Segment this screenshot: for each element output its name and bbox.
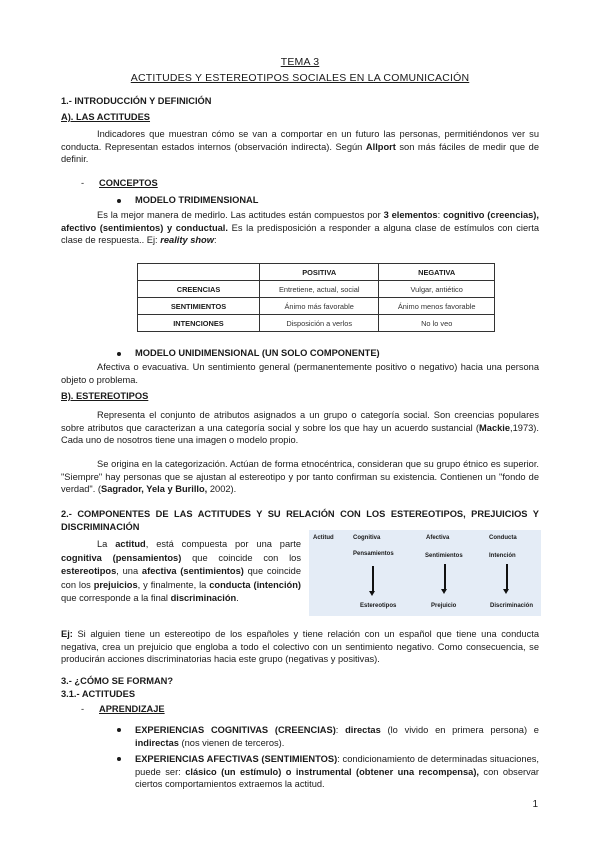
table-row-label: CREENCIAS bbox=[138, 281, 260, 298]
tema-title: TEMA 3 bbox=[280, 56, 320, 68]
bullet-experiencias-afectivas bbox=[117, 753, 539, 791]
diagram-estereotipos-label: Estereotipos bbox=[360, 603, 397, 609]
categorizacion-paragraph: Se origina en la categorización. Actúan de forma etnocéntrica, consideran que su grupo étnico es superior. "Siempre" hay personas que se ajustan al estereotipo y por tanto confirman su existencia. Contienen un "fondo de verdad". (Sagrador, Yela y Burillo, 2002). bbox=[61, 459, 539, 495]
section-2-heading: 2.- COMPONENTES DE LAS ACTITUDES Y SU RELACIÓN CON LOS ESTEREOTIPOS, PREJUICIOS Y DISCRIMINACIÓN bbox=[61, 509, 539, 532]
dash-marker: - bbox=[81, 704, 85, 714]
section-3-heading: 3.- ¿CÓMO SE FORMAN? bbox=[61, 676, 174, 686]
diagram-prejuicio-label: Prejuicio bbox=[431, 603, 457, 609]
diagram-pensamientos-label: Pensamientos bbox=[353, 551, 394, 557]
table-row bbox=[138, 315, 495, 332]
bullet-dot-icon bbox=[117, 352, 121, 356]
table-cell: Ánimo más favorable bbox=[260, 298, 379, 315]
table-cell: Entretiene, actual, social bbox=[260, 281, 379, 298]
dash-marker: - bbox=[81, 178, 85, 188]
section-a-heading: A). LAS ACTITUDES bbox=[61, 112, 151, 122]
table-row-label: SENTIMIENTOS bbox=[138, 298, 260, 315]
modelo-unidimensional-label: MODELO UNIDIMENSIONAL (UN SOLO COMPONENTE) bbox=[135, 348, 380, 358]
modelo-tridimensional-label: MODELO TRIDIMENSIONAL bbox=[135, 195, 259, 205]
diagram-sentimientos-label: Sentimientos bbox=[425, 553, 463, 559]
experiencias-cognitivas-text: EXPERIENCIAS COGNITIVAS (CREENCIAS): directas (lo vivido en primera persona) e indirectas (nos vienen de terceros). bbox=[135, 725, 539, 748]
componentes-paragraph: La actitud, está compuesta por una parte cognitiva (pensamientos) que coincide con los estereotipos, una afectiva (sentimientos) que coincide con los prejuicios, y finalmente, la conducta (intención) que corresponde a la final discriminación. bbox=[61, 539, 302, 604]
diagram-cognitiva-label: Cognitiva bbox=[353, 535, 381, 541]
attitude-components-diagram bbox=[309, 530, 541, 616]
table-row-label: INTENCIONES bbox=[138, 315, 260, 332]
table-cell: Ánimo menos favorable bbox=[379, 298, 495, 315]
table-row bbox=[138, 281, 495, 298]
table-cell: Vulgar, antiético bbox=[379, 281, 495, 298]
arrow-down-icon bbox=[444, 564, 446, 590]
experiencias-afectivas-text: EXPERIENCIAS AFECTIVAS (SENTIMIENTOS): condicionamiento de determinadas situaciones, puede ser: clásico (un estímulo) o instrumental (obtener una recompensa), con observar ciertos comportamientos extraemos la actitud. bbox=[135, 754, 539, 790]
table-cell: Disposición a verlos bbox=[260, 315, 379, 332]
diagram-conducta-label: Conducta bbox=[489, 535, 517, 541]
estereotipos-paragraph: Representa el conjunto de atributos asignados a un grupo o categoría social. Son creencias populares sobre atributos que caracterizan a una categoría social y sobre los que hay un acuerdo sustancial (Mackie,1973). Cada uno de nosotros tiene una imagen o modelo propio. bbox=[61, 410, 539, 446]
table-cell: No lo veo bbox=[379, 315, 495, 332]
diagram-afectiva-label: Afectiva bbox=[426, 535, 450, 541]
section-3-1-heading: 3.1.- ACTITUDES bbox=[61, 689, 136, 699]
bullet-modelo-tridimensional bbox=[117, 195, 258, 205]
arrow-down-icon bbox=[372, 566, 374, 592]
diagram-actitud-label: Actitud bbox=[313, 535, 334, 541]
bullet-modelo-unidimensional bbox=[117, 348, 380, 358]
table-header-positiva: POSITIVA bbox=[260, 264, 379, 281]
bullet-dot-icon bbox=[117, 199, 121, 203]
page-number: 1 bbox=[532, 799, 538, 810]
diagram-discriminacion-label: Discriminación bbox=[490, 603, 534, 609]
table-header-negativa: NEGATIVA bbox=[379, 264, 495, 281]
aprendizaje-heading: APRENDIZAJE bbox=[99, 704, 165, 714]
conceptos-heading: CONCEPTOS bbox=[99, 178, 158, 188]
table-row bbox=[138, 298, 495, 315]
unidimensional-paragraph: Afectiva o evacuativa. Un sentimiento general (permanentemente positivo o negativo) hacia una persona objeto o problema. bbox=[61, 362, 539, 385]
bullet-dot-icon bbox=[117, 728, 121, 732]
section-1-heading: 1.- INTRODUCCIÓN Y DEFINICIÓN bbox=[61, 96, 212, 106]
bullet-dot-icon bbox=[117, 757, 121, 761]
tridimensional-paragraph: Es la mejor manera de medirlo. Las actitudes están compuestos por 3 elementos: cognitivo (creencias), afectivo (sentimientos) y conductual. Es la predisposición a responder a alguna clase de estímulos con cierta clase de respuesta.. Ej: reality show: bbox=[61, 210, 539, 246]
table-header-row bbox=[138, 264, 495, 281]
section-b-heading: B). ESTEREOTIPOS bbox=[61, 391, 149, 401]
actitudes-paragraph: Indicadores que muestran cómo se van a comportar en un futuro las personas, permitiéndonos ver su conducta. Representan estados internos (observación indirecta). Según Allport son más fáciles de medir que de definir. bbox=[61, 129, 539, 165]
ejemplo-paragraph: Ej: Si alguien tiene un estereotipo de los españoles y tiene relación con un español que tiene una conducta negativa, crea un prejuicio que engloba a todo el colectivo con un sentimiento negativo. Como consecuencia, se producirán acciones discriminatorias hacia este grupo (negativas y positivas). bbox=[61, 629, 539, 665]
diagram-intencion-label: Intención bbox=[489, 553, 516, 559]
bullet-experiencias-cognitivas bbox=[117, 724, 539, 749]
document-title: ACTITUDES Y ESTEREOTIPOS SOCIALES EN LA COMUNICACIÓN bbox=[130, 72, 470, 84]
table-corner-cell bbox=[138, 264, 260, 281]
attitudes-table bbox=[137, 263, 495, 332]
arrow-down-icon bbox=[506, 564, 508, 590]
